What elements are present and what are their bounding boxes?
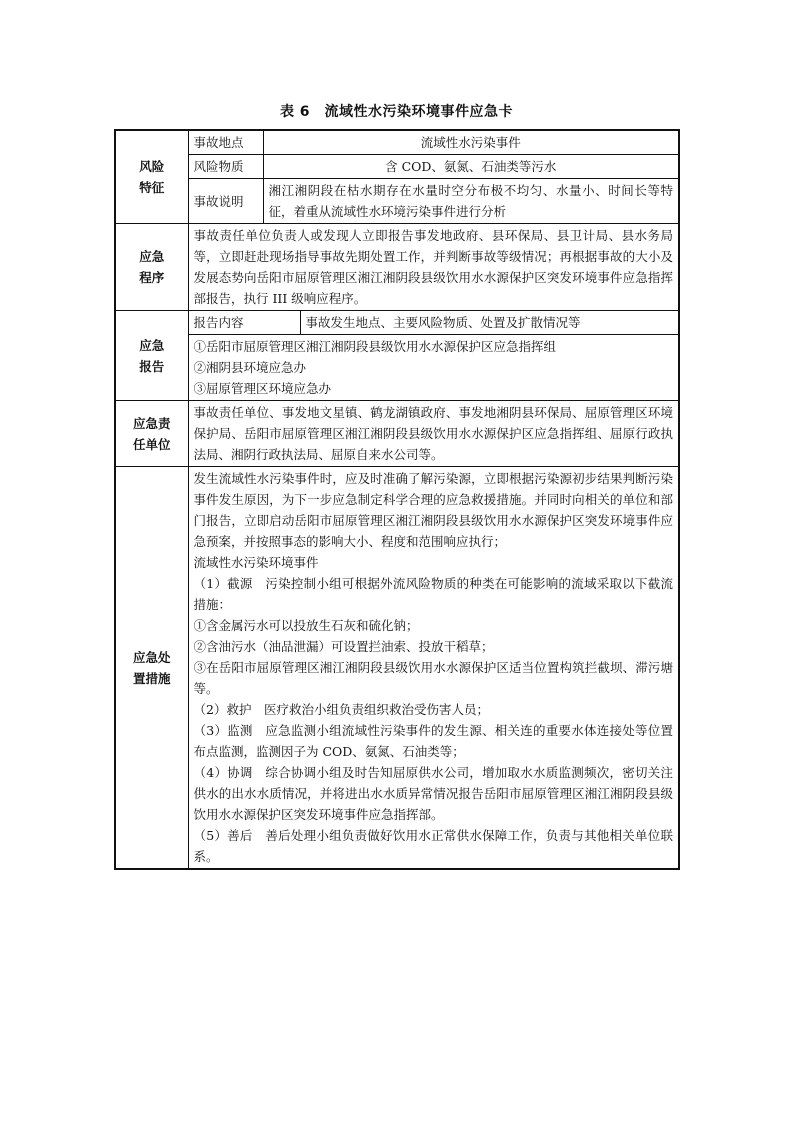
measures-coordinate: （4）协调 综合协调小组及时告知屈原供水公司，增加取水水质监测频次，密切关注供水的出水水质情况，并将进出水水质异常情况报告岳阳市屈原管理区湘江湘阴段县级饮用水水源保护区突发环境事件应急指挥部。 — [193, 765, 673, 822]
report-content-value: 事故发生地点、主要风险物质、处置及扩散情况等 — [300, 311, 679, 335]
procedure-row — [115, 224, 679, 311]
risk-row-substance — [115, 155, 679, 179]
procedure-header: 应急 程序 — [115, 224, 188, 311]
report-recipient-3: ③屈原管理区环境应急办 — [193, 381, 332, 396]
risk-label-description: 事故说明 — [188, 179, 263, 224]
measures-text — [188, 467, 679, 870]
measures-aftermath: （5）善后 善后处理小组负责做好饮用水正常供水保障工作，负责与其他相关单位联系。 — [193, 828, 673, 864]
risk-label-location: 事故地点 — [188, 130, 263, 155]
risk-row-location — [115, 130, 679, 155]
report-recipients — [188, 335, 679, 401]
report-content-label: 报告内容 — [188, 311, 300, 335]
measures-header: 应急处 置措施 — [115, 467, 188, 870]
risk-value-location: 流域性水污染事件 — [263, 130, 679, 155]
report-row-content — [115, 311, 679, 335]
measures-cut-item-3: ③在岳阳市屈原管理区湘江湘阴段县级饮用水水源保护区适当位置构筑拦截坝、滞污塘等。 — [193, 660, 673, 696]
responsible-row — [115, 401, 679, 467]
risk-value-description: 湘江湘阴段在枯水期存在水量时空分布极不均匀、水量小、时间长等特征，着重从流域性水环境污染事件进行分析 — [263, 179, 679, 224]
measures-intro: 发生流域性水污染事件时，应及时准确了解污染源，立即根据污染源初步结果判断污染事件发生原因，为下一步应急制定科学合理的应急救援措施。并同时向相关的单位和部门报告，立即启动岳阳市屈原管理区湘江湘阴段县级饮用水水源保护区突发环境事件应急预案，并按照事态的影响大小、程度和范围响应执行； — [193, 471, 673, 549]
emergency-card-table — [114, 129, 680, 870]
report-recipient-2: ②湘阴县环境应急办 — [193, 360, 307, 375]
measures-cut-off: （1）截源 污染控制小组可根据外流风险物质的种类在可能影响的流域采取以下截流措施： — [193, 576, 673, 612]
report-header: 应急 报告 — [115, 311, 188, 401]
table-title: 表 6 流域性水污染环境事件应急卡 — [279, 104, 514, 120]
responsible-header: 应急责 任单位 — [115, 401, 188, 467]
responsible-text: 事故责任单位、事发地文星镇、鹤龙湖镇政府、事发地湘阴县环保局、屈原管理区环境保护局、岳阳市屈原管理区湘江湘阴段县级饮用水水源保护区应急指挥组、屈原行政执法局、湘阴行政执法局、屈原自来水公司等。 — [188, 401, 679, 467]
risk-label-substance: 风险物质 — [188, 155, 263, 179]
measures-cut-item-1: ①含金属污水可以投放生石灰和硫化钠； — [193, 618, 419, 633]
measures-cut-item-2: ②含油污水（油品泄漏）可设置拦油索、投放干稻草； — [193, 639, 494, 654]
procedure-text: 事故责任单位负责人或发现人立即报告事发地政府、县环保局、县卫计局、县水务局等，立即赶赴现场指导事故先期处置工作，并判断事故等级情况；再根据事故的大小及发展态势向岳阳市屈原管理区湘江湘阴段县级饮用水水源保护区突发环境事件应急指挥部报告，执行 III 级响应程序。 — [188, 224, 679, 311]
measures-rescue: （2）救护 医疗救治小组负责组织救治受伤害人员； — [193, 702, 489, 717]
risk-header: 风险 特征 — [115, 130, 188, 224]
risk-value-substance: 含 COD、氨氮、石油类等污水 — [263, 155, 679, 179]
measures-subtitle: 流域性水污染环境事件 — [193, 555, 319, 570]
report-recipient-1: ①岳阳市屈原管理区湘江湘阴段县级饮用水水源保护区应急指挥组 — [193, 339, 557, 354]
report-row-recipients — [115, 335, 679, 401]
risk-row-description — [115, 179, 679, 224]
measures-monitor: （3）监测 应急监测小组流域性污染事件的发生源、相关连的重要水体连接处等位置布点监测，监测因子为 COD、氨氮、石油类等； — [193, 723, 673, 759]
measures-row — [115, 467, 679, 870]
